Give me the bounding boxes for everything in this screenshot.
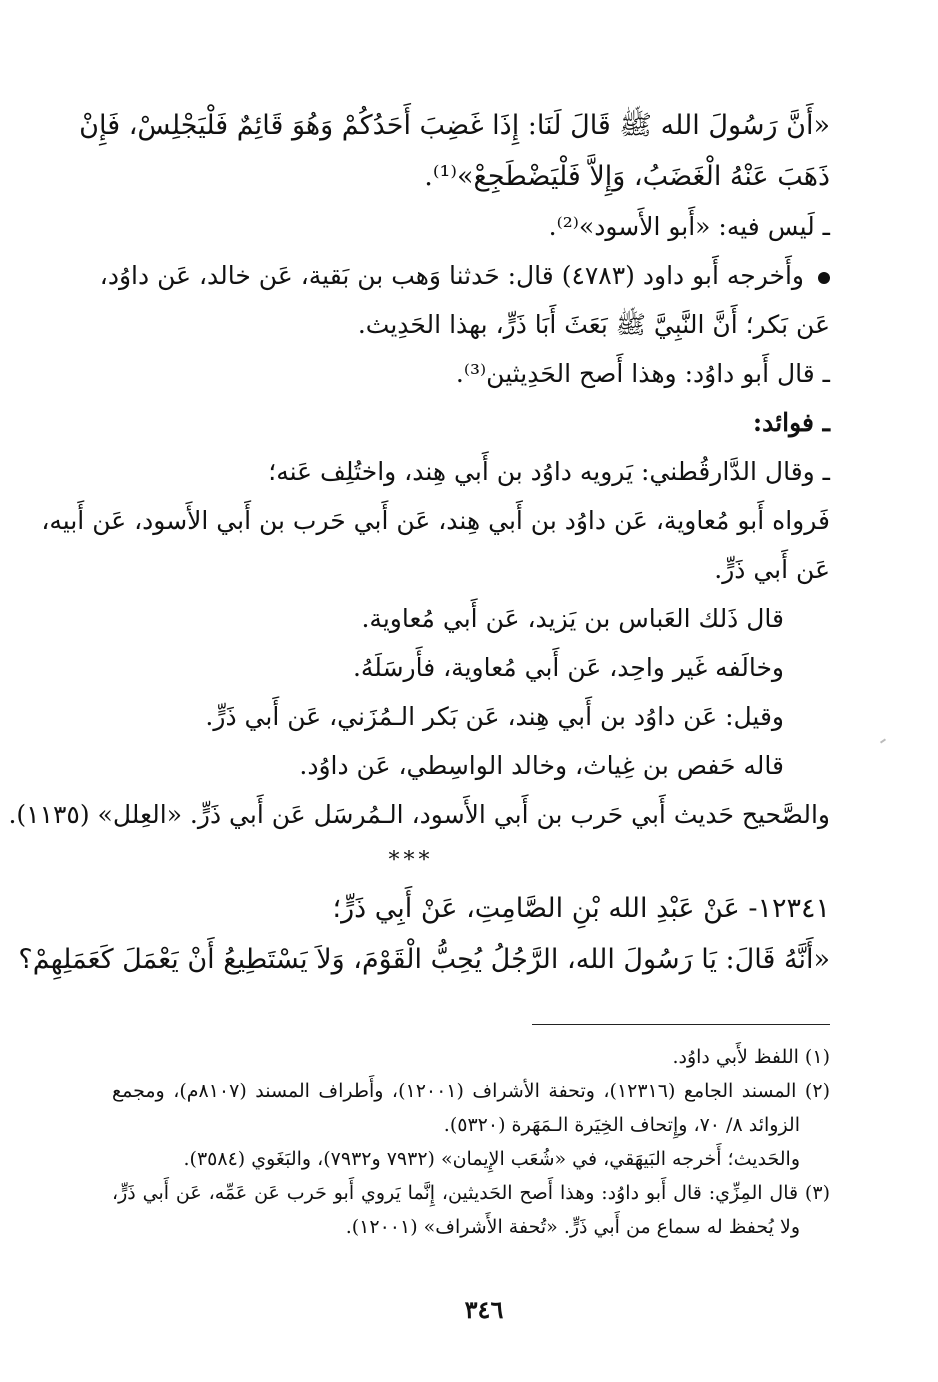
hadith-heading: ١٢٣٤١- عَنْ عَبْدِ الله بْنِ الصَّامِتِ، عَنْ أَبِي ذَرٍّ؛: [332, 893, 830, 924]
commentary-line: قاله حَفص بن غِياث، وخالد الواسِطي، عَن داوُد.: [299, 751, 784, 780]
page-number: ٣٤٦: [464, 1295, 504, 1324]
hadith-text-line: ذَهَبَ عَنْهُ الْغَضَبُ، وَإِلاَّ فَلْيَضْطَجِعْ»⁽¹⁾.: [424, 161, 830, 192]
hadith-text-line: «أَنَّهُ قَالَ: يَا رَسُولَ الله، الرَّجُلُ يُحِبُّ الْقَوْمَ، وَلاَ يَسْتَطِيعُ أَنْ يَعْمَلَ كَعَمَلِهِمْ؟: [18, 944, 830, 975]
note-line: ـ لَيس فيه: «أَبو الأَسود»⁽²⁾.: [548, 212, 830, 241]
footnote-divider: [532, 1024, 830, 1025]
footnote-line: ولا يُحفظ له سماع من أَبي ذَرٍّ. «تُحفة الأَشراف» (١٢٠٠١).: [345, 1216, 800, 1238]
section-separator: ***: [388, 848, 434, 873]
commentary-line: والصَّحيح حَديث أَبي حَرب بن أَبي الأَسود، الـمُرسَل عَن أَبي ذَرٍّ. «العِلل» (١١٣٥).: [8, 800, 830, 829]
commentary-line: وخالَفه غَير واحِد، عَن أَبي مُعاوية، فأَرسَلَهُ.: [352, 653, 784, 682]
commentary-line: فَرواه أَبو مُعاوية، عَن داوُد بن أَبي هِند، عَن أَبي حَرب بن أَبي الأَسود، عَن أَبيه،: [41, 506, 830, 535]
narration-line: [99, 251, 830, 300]
commentary-line: عَن أَبي ذَرٍّ.: [714, 555, 830, 584]
footnote-line: الزوائد ٨/ ٧٠، وإِتحاف الخِيَرة الـمَهَرة (٥٣٢٠).: [443, 1114, 800, 1136]
footnote-line: (٣) قال المِزِّي: قال أَبو داوُد: وهذا أَصح الحَديثين، إِنَّما يَروي أَبو حَرب عَن عَمِّه، عَن أَبي ذَرٍّ،: [112, 1182, 830, 1204]
footnote-line: (١) اللفظ لأَبي داوُد.: [672, 1046, 830, 1068]
bullet-icon: [818, 272, 830, 284]
section-heading: ـ فوائد:: [752, 408, 830, 437]
main-text: [8, 100, 830, 985]
hadith-text-line: «أَنَّ رَسُولَ الله ﷺ قَالَ لَنَا: إِذَا غَضِبَ أَحَدُكُمْ وَهُوَ قَائِمٌ فَلْيَجْلِسْ، فَإِنْ: [79, 110, 830, 141]
scan-speck: [880, 738, 886, 743]
footnotes: [112, 1040, 830, 1244]
footnote-line: (٢) المسند الجامع (١٢٣١٦)، وتحفة الأشراف (١٢٠٠١)، وأَطراف المسند (٨١٠٧م)، ومجمع: [112, 1080, 830, 1102]
note-line: ـ قال أَبو داوُد: وهذا أَصح الحَدِيثين⁽³⁾.: [455, 359, 830, 388]
narration-line: عَن بَكر؛ أَنَّ النَّبِيَّ ﷺ بَعَثَ أَبَا ذَرٍّ، بهذا الحَدِيث.: [357, 310, 830, 339]
commentary-line: ـ وقال الدَّارقُطني: يَرويه داوُد بن أَبي هِند، واختُلِف عَنه؛: [268, 457, 830, 486]
commentary-line: قال ذَلك العَباس بن يَزيد، عَن أَبي مُعاوية.: [361, 604, 784, 633]
footnote-line: والحَديث؛ أَخرجه البَيهَقي، في «شُعَب الإِيمان» (٧٩٣٢ و٧٩٣٢)، والبَغَوي (٣٥٨٤).: [183, 1148, 800, 1170]
commentary-line: وقيل: عَن داوُد بن أَبي هِند، عَن بَكر الـمُزَني، عَن أَبي ذَرٍّ.: [205, 702, 784, 731]
narration-text: وأَخرجه أَبو داود (٤٧٨٣) قال: حَدثنا وَهب بن بَقية، عَن خالد، عَن داوُد،: [99, 261, 804, 290]
